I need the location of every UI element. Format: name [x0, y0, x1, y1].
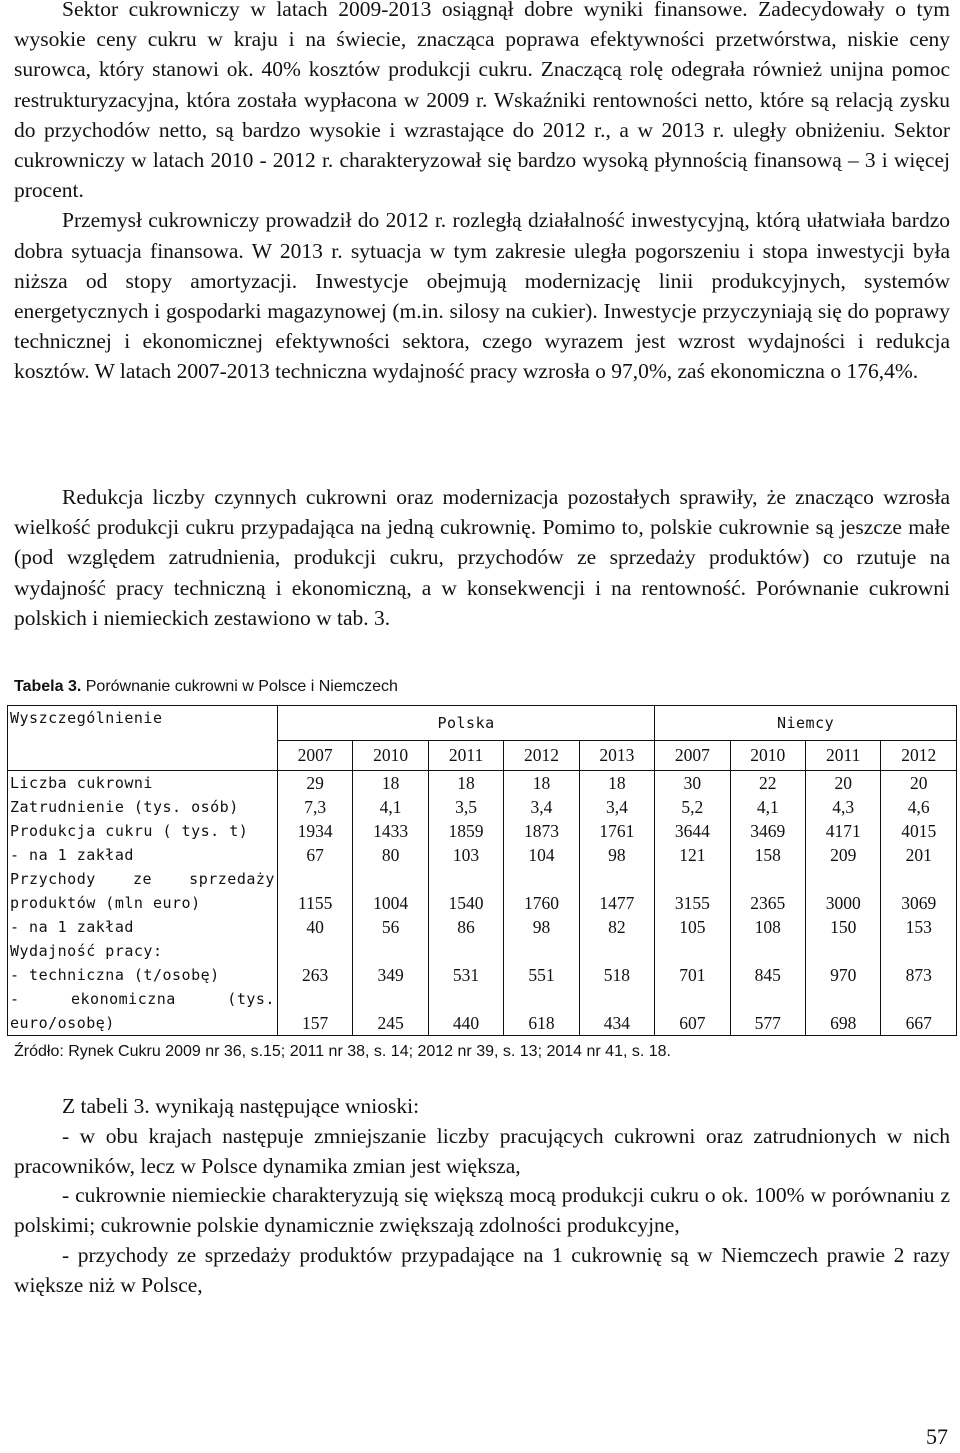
- cell-value: 577: [754, 1013, 781, 1033]
- table-cell: [881, 987, 957, 1036]
- cell-value: 98: [532, 917, 551, 937]
- table-cell: [730, 771, 805, 796]
- cell-value: 20: [834, 773, 852, 793]
- row-label-line: Produkcja cukru ( tys. t): [10, 822, 249, 840]
- table-caption-text: Porównanie cukrowni w Polsce i Niemczech: [85, 678, 398, 695]
- table-cell: [655, 987, 730, 1036]
- table-cell: [881, 915, 957, 939]
- table-cell: [504, 915, 579, 939]
- table-cell: [277, 843, 352, 867]
- cell-value: 209: [830, 845, 857, 865]
- table-cell: [579, 843, 654, 867]
- cell-value: 29: [306, 773, 324, 793]
- table-cell: [806, 867, 881, 915]
- table-header-row: [8, 706, 957, 741]
- cell-value: 4,1: [379, 797, 402, 817]
- cell-value: 1859: [448, 821, 484, 841]
- table-row: [8, 771, 957, 796]
- cell-value: 4,6: [907, 797, 930, 817]
- row-label: [8, 987, 278, 1036]
- table-cell: [277, 771, 352, 796]
- header-germany: Niemcy: [655, 706, 957, 741]
- cell-value: 153: [905, 917, 932, 937]
- table-cell: [730, 987, 805, 1036]
- cell-value: 3644: [674, 821, 710, 841]
- table-row: [8, 819, 957, 843]
- table-row: [8, 795, 957, 819]
- cell-value: 873: [905, 965, 932, 985]
- cell-value: 531: [452, 965, 480, 985]
- cell-value: 86: [457, 917, 475, 937]
- row-label: [8, 795, 278, 819]
- cell-value: 1155: [297, 893, 333, 913]
- cell-value: 440: [452, 1013, 480, 1033]
- table-cell: [428, 843, 503, 867]
- table-source: Źródło: Rynek Cukru 2009 nr 36, s.15; 2011 nr 38, s. 14; 2012 nr 39, s. 13; 2014 nr 41, s. 18.: [14, 1043, 671, 1060]
- year-header: 2012: [504, 741, 579, 771]
- cell-value: 105: [679, 917, 706, 937]
- cell-value: 121: [679, 845, 706, 865]
- cell-value: 98: [608, 845, 626, 865]
- row-label-line: Przychody ze sprzedaży: [10, 870, 275, 888]
- table-cell: [655, 819, 730, 843]
- year-header: 2011: [428, 741, 503, 771]
- table-cell: [730, 819, 805, 843]
- conclusion-item: - przychody ze sprzedaży produktów przypadające na 1 cukrownię są w Niemczech prawie 2 razy większe niż w Polsce,: [14, 1242, 950, 1297]
- cell-value: 518: [603, 965, 631, 985]
- cell-value: 82: [608, 917, 626, 937]
- table-cell: [730, 915, 805, 939]
- row-label: [8, 867, 278, 915]
- cell-value: 150: [830, 917, 857, 937]
- table-cell: [730, 939, 805, 987]
- table-cell: [277, 915, 352, 939]
- table-cell: [428, 915, 503, 939]
- year-header: 2012: [881, 741, 957, 771]
- cell-value: 103: [452, 845, 480, 865]
- cell-value: 157: [302, 1013, 329, 1033]
- row-label: [8, 915, 278, 939]
- cell-value: 4,3: [832, 797, 855, 817]
- table-cell: [806, 819, 881, 843]
- table-cell: [353, 819, 428, 843]
- table-cell: [655, 867, 730, 915]
- cell-value: 607: [679, 1013, 706, 1033]
- table-cell: [881, 867, 957, 915]
- table-cell: [353, 915, 428, 939]
- cell-value: 1761: [599, 821, 635, 841]
- row-label-line: Wydajność pracy:: [10, 942, 163, 960]
- row-label: [8, 939, 278, 987]
- cell-value: 3,4: [605, 797, 628, 817]
- table-cell: [655, 771, 730, 796]
- cell-value: 18: [457, 773, 475, 793]
- cell-value: 667: [905, 1013, 932, 1033]
- cell-value: 67: [306, 845, 324, 865]
- cell-value: 701: [679, 965, 706, 985]
- cell-value: 1760: [523, 893, 559, 913]
- page-number: 57: [926, 1424, 948, 1449]
- table-cell: [579, 795, 654, 819]
- table-row: [8, 987, 957, 1036]
- table-cell: [504, 843, 579, 867]
- cell-value: 22: [759, 773, 777, 793]
- table-cell: [579, 867, 654, 915]
- year-header: 2007: [277, 741, 352, 771]
- table-caption-label: Tabela 3.: [14, 678, 82, 695]
- cell-value: 2365: [750, 893, 786, 913]
- cell-value: 4015: [901, 821, 937, 841]
- table-cell: [428, 867, 503, 915]
- year-header: 2010: [353, 741, 428, 771]
- table-cell: [881, 843, 957, 867]
- table-row: [8, 939, 957, 987]
- year-header: 2007: [655, 741, 730, 771]
- cell-value: 201: [905, 845, 932, 865]
- table-cell: [730, 867, 805, 915]
- cell-value: 1477: [599, 893, 635, 913]
- table-row: [8, 915, 957, 939]
- cell-value: 3155: [674, 893, 710, 913]
- table-cell: [881, 819, 957, 843]
- row-label: [8, 771, 278, 796]
- text-block-top: [14, 0, 950, 387]
- cell-value: 40: [306, 917, 324, 937]
- row-label-line: - na 1 zakład: [10, 846, 134, 864]
- cell-value: 80: [381, 845, 400, 865]
- cell-value: 3069: [901, 893, 937, 913]
- table-caption: [14, 678, 398, 696]
- table-cell: [353, 771, 428, 796]
- cell-value: 1934: [297, 821, 333, 841]
- row-label-line: Zatrudnienie (tys. osób): [10, 798, 239, 816]
- cell-value: 1540: [448, 893, 484, 913]
- row-label-line: euro/osobę): [10, 1014, 115, 1032]
- table-cell: [579, 771, 654, 796]
- table-cell: [881, 939, 957, 987]
- table-cell: [655, 915, 730, 939]
- header-specification: Wyszczególnienie: [8, 706, 278, 771]
- conclusion-item: - w obu krajach następuje zmniejszanie liczby pracujących cukrowni oraz zatrudnionych w nich pracowników, lecz w Polsce dynamika zmian jest większa,: [14, 1123, 950, 1178]
- cell-value: 56: [381, 917, 400, 937]
- table-cell: [579, 915, 654, 939]
- cell-value: 349: [377, 965, 404, 985]
- cell-value: 551: [528, 965, 555, 985]
- table-cell: [353, 867, 428, 915]
- table-cell: [730, 795, 805, 819]
- cell-value: 1873: [523, 821, 559, 841]
- cell-value: 1004: [373, 893, 409, 913]
- table-cell: [504, 939, 579, 987]
- table-cell: [277, 987, 352, 1036]
- table-cell: [806, 987, 881, 1036]
- row-label-line: - ekonomiczna (tys.: [10, 990, 275, 1008]
- cell-value: 4171: [825, 821, 861, 841]
- cell-value: 104: [528, 845, 555, 865]
- paragraph-comparison: Redukcja liczby czynnych cukrowni oraz modernizacja pozostałych sprawiły, że znacząco wzrosła wielkość produkcji cukru przypadająca na jedną cukrownię. Pomimo to, polskie cukrownie są jeszcze małe (pod względem zatrudnienia, produkcji cukru, przychodów ze sprzedaży produktów) co rzutuje na wydajność pracy techniczną i ekonomiczną, a w konsekwencji i na rentowność. Porównanie cukrowni polskich i niemieckich zestawiono w tab. 3.: [14, 485, 950, 630]
- cell-value: 618: [528, 1013, 555, 1033]
- table-cell: [504, 819, 579, 843]
- cell-value: 434: [603, 1013, 631, 1033]
- cell-value: 158: [754, 845, 781, 865]
- header-poland: Polska: [277, 706, 654, 741]
- table-cell: [579, 987, 654, 1036]
- cell-value: 970: [830, 965, 857, 985]
- table-cell: [579, 939, 654, 987]
- cell-value: 3,4: [530, 797, 553, 817]
- table-cell: [504, 771, 579, 796]
- table-cell: [277, 867, 352, 915]
- cell-value: 1433: [373, 821, 409, 841]
- cell-value: 5,2: [681, 797, 704, 817]
- table-cell: [277, 795, 352, 819]
- row-label-line: produktów (mln euro): [10, 894, 201, 912]
- cell-value: 18: [608, 773, 626, 793]
- cell-value: 4,1: [756, 797, 779, 817]
- table-cell: [806, 939, 881, 987]
- year-header: 2011: [806, 741, 881, 771]
- table-cell: [806, 795, 881, 819]
- row-label: [8, 819, 278, 843]
- conclusions-intro: Z tabeli 3. wynikają następujące wnioski:: [62, 1094, 420, 1118]
- cell-value: 18: [381, 773, 400, 793]
- cell-value: 3000: [825, 893, 861, 913]
- table-cell: [655, 843, 730, 867]
- table-cell: [428, 987, 503, 1036]
- table-cell: [428, 795, 503, 819]
- row-label-line: Liczba cukrowni: [10, 774, 153, 792]
- conclusion-item: - cukrownie niemieckie charakteryzują się większą mocą produkcji cukru o ok. 100% w porównaniu z polskimi; cukrownie polskie dynamicznie zwiększają zdolności produkcyjne,: [14, 1183, 950, 1238]
- cell-value: 108: [754, 917, 781, 937]
- table-cell: [806, 771, 881, 796]
- cell-value: 263: [302, 965, 329, 985]
- cell-value: 7,3: [304, 797, 327, 817]
- row-label-line: - na 1 zakład: [10, 918, 134, 936]
- table-cell: [428, 819, 503, 843]
- cell-value: 3469: [750, 821, 786, 841]
- table-cell: [277, 939, 352, 987]
- cell-value: 30: [683, 773, 702, 793]
- table-row: [8, 843, 957, 867]
- paragraph-investments: Przemysł cukrowniczy prowadził do 2012 r. rozległą działalność inwestycyjną, którą ułatwiała bardzo dobra sytuacja finansowa. W 2013 r. sytuacja w tym zakresie uległa pogorszeniu i stopa inwestycji była niższa od stopy amortyzacji. Inwestycje obejmują modernizację linii produkcyjnych, systemów energetycznych i gospodarki magazynowej (m.in. silosy na cukier). Inwestycje przyczyniają się do poprawy technicznej i ekonomicznej efektywności sektora, czego wyrazem jest wzrost wydajności i redukcja kosztów. W latach 2007-2013 techniczna wydajność pracy wzrosła o 97,0%, zaś ekonomiczna o 176,4%.: [14, 208, 950, 384]
- table-cell: [655, 795, 730, 819]
- cell-value: 845: [754, 965, 781, 985]
- row-label-line: - techniczna (t/osobę): [10, 966, 220, 984]
- year-header: 2010: [730, 741, 805, 771]
- cell-value: 20: [909, 773, 928, 793]
- table-cell: [353, 987, 428, 1036]
- year-header: 2013: [579, 741, 654, 771]
- table-cell: [353, 795, 428, 819]
- table-cell: [579, 819, 654, 843]
- table-cell: [881, 795, 957, 819]
- table-cell: [806, 915, 881, 939]
- table-cell: [730, 843, 805, 867]
- table-cell: [428, 939, 503, 987]
- conclusions: [14, 1092, 950, 1301]
- cell-value: 245: [377, 1013, 404, 1033]
- comparison-table: [7, 705, 957, 1036]
- table-row: [8, 867, 957, 915]
- cell-value: 18: [532, 773, 551, 793]
- table-body: [8, 771, 957, 1036]
- table-cell: [428, 771, 503, 796]
- table-cell: [655, 939, 730, 987]
- paragraph-financial-results: Sektor cukrowniczy w latach 2009-2013 osiągnął dobre wyniki finansowe. Zadecydowały o tym wysokie ceny cukru w kraju i na świecie, znacząca poprawa efektywności przetwórstwa, niskie ceny surowca, który stanowi ok. 40% kosztów produkcji cukru. Znaczącą rolę odegrała również unijna pomoc restrukturyzacyjna, która została wypłacona w 2009 r. Wskaźniki rentowności netto, które są relacją zysku do przychodów netto, są bardzo wysokie i wzrastające do 2012 r., a w 2013 r. uległy obniżeniu. Sektor cukrowniczy w latach 2010 - 2012 r. charakteryzował się bardzo wysoką płynnością finansową – 3 i więcej procent.: [14, 0, 950, 203]
- table-cell: [504, 987, 579, 1036]
- cell-value: 698: [830, 1013, 857, 1033]
- table-cell: [353, 843, 428, 867]
- table-cell: [881, 771, 957, 796]
- table-cell: [353, 939, 428, 987]
- table-cell: [504, 867, 579, 915]
- row-label: [8, 843, 278, 867]
- table-cell: [277, 819, 352, 843]
- cell-value: 3,5: [455, 797, 477, 817]
- table-cell: [806, 843, 881, 867]
- table-cell: [504, 795, 579, 819]
